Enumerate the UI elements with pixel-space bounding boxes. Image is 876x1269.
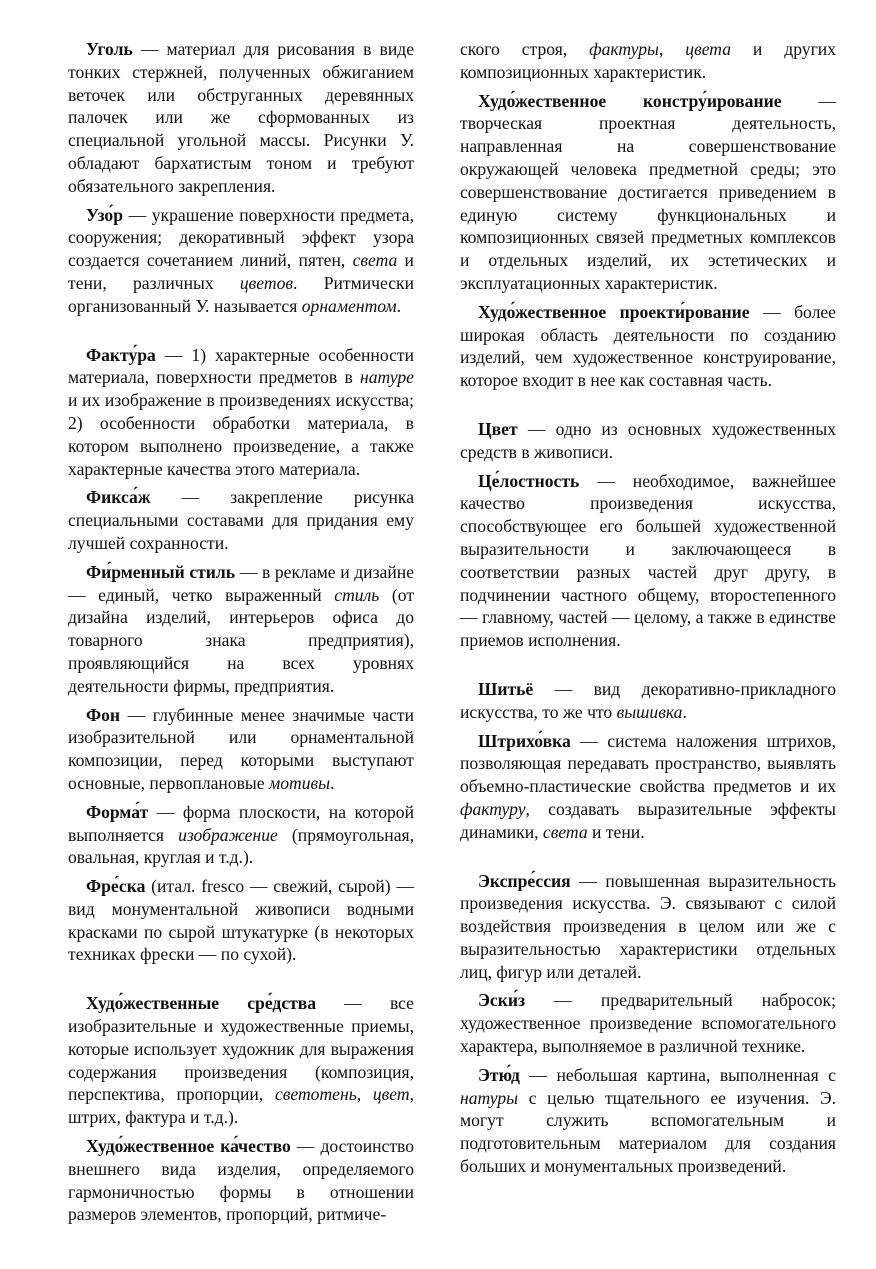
definition-text: — небольшая картина, выполненная с	[519, 1064, 836, 1085]
definition-text: .	[682, 701, 687, 722]
entry-term: Це́лостность	[478, 470, 580, 491]
dictionary-entry	[460, 678, 836, 724]
definition-text: , создавать выразительные эффекты динамики,	[460, 798, 836, 842]
right-column	[460, 38, 836, 1184]
definition-text: — одно из основных художественных средств в живописи.	[460, 418, 836, 462]
dictionary-entry	[460, 870, 836, 984]
definition-text: ,	[658, 39, 686, 59]
definition-text: — творческая проектная деятельность, направленная на совершенствование окружающей человека предметной среды; это совершенствование достигается приведением в единую систему функциональных и композиционных связей предметных комплексов и отдельных изделий, их эстетических и эксплуатационных характеристик.	[460, 90, 836, 293]
definition-text: (прямоугольная, овальная, круглая и т.д.).	[68, 824, 414, 868]
dictionary-entry	[68, 38, 414, 198]
italic-reference: света	[352, 250, 398, 271]
dictionary-entry	[68, 801, 414, 869]
definition-text: и тени, различных	[68, 250, 414, 293]
definition-text: — в рекламе и дизайне — единый, четко выраженный	[68, 561, 415, 605]
entry-term: Эски́з	[478, 990, 526, 1011]
dictionary-entry	[68, 561, 414, 698]
definition-text: — необходимое, важнейшее качество произведения искусства, способствующее его большей художественной выразительности и заключающееся в соответствии разных частей друг другу, в подчинении частного общему, второстепенного — главному, частей — целому, а также в единстве приемов исполнения.	[460, 470, 836, 651]
definition-text: с целью тщательного ее изучения. Э. могут служить вспомогательным и подготовительным материалом для создания больших и монументальных произведений.	[460, 1087, 836, 1177]
italic-reference: орнаментом	[301, 295, 397, 316]
definition-text: — украшение поверхности предмета, сооружения; декоративный эффект узора создается сочетанием линий, пятен,	[68, 204, 414, 271]
dictionary-entry	[68, 875, 414, 966]
entry-term: Экспре́ссия	[478, 870, 571, 891]
definition-text: — форма плоскости, на которой выполняется	[68, 801, 414, 845]
italic-reference: светотень	[274, 1084, 357, 1105]
entry-term: Худо́жественные сре́дства	[86, 993, 317, 1014]
entry-continuation	[460, 38, 836, 84]
definition-text: ского строя,	[460, 39, 590, 59]
italic-reference: света	[542, 821, 588, 842]
entry-term: Факту́ра	[86, 344, 156, 365]
entry-term: Форма́т	[86, 801, 149, 822]
dictionary-entry	[460, 989, 836, 1057]
definition-text: .	[330, 772, 335, 793]
entry-term: Худо́жественное ка́чество	[86, 1136, 291, 1157]
definition-text: — более широкая область деятельности по созданию изделий, чем художественное конструирование, которое входит в нее как составная часть.	[460, 301, 836, 391]
entry-term: Шитьё	[478, 678, 534, 699]
definition-text: и тени.	[587, 821, 645, 842]
definition-text: — система наложения штрихов, позволяющая передавать пространство, выявлять объемно-пластические свойства предметов и их	[460, 730, 836, 797]
definition-text: — повышенная выразительность произведения искусства. Э. связывают с силой воздействия произведения в целом или же с выразительностью характеристики отдельных лиц, фигур или деталей.	[460, 870, 836, 982]
definition-text: — достоинство внешнего вида изделия, определяемого гармоничностью формы в отношении размеров элементов, пропорций, ритмиче-	[68, 1136, 415, 1225]
entry-term: Фи́рменный стиль	[86, 561, 236, 582]
entry-term: Цвет	[478, 418, 518, 439]
italic-reference: натуре	[360, 367, 414, 388]
dictionary-entry	[68, 204, 414, 318]
italic-reference: изображение	[178, 824, 278, 845]
italic-reference: стиль	[334, 584, 380, 605]
dictionary-entry	[460, 418, 836, 464]
definition-text: .	[396, 295, 402, 316]
definition-text: — все изобразительные и художественные приемы, которые использует художник для выражения содержания произведения (композиция, перспектива, пропорции,	[68, 993, 414, 1105]
definition-text: — закрепление рисунка специальными составами для придания ему лучшей сохранности.	[68, 487, 414, 553]
entry-term: Уголь	[86, 39, 133, 59]
italic-reference: цвета	[685, 39, 732, 59]
dictionary-entry	[460, 90, 836, 295]
left-column	[68, 38, 414, 1232]
dictionary-entry	[460, 730, 836, 844]
entry-term: Фикса́ж	[86, 487, 151, 508]
definition-text: (итал. fresco — свежий, сырой) — вид монументальной живописи водными красками по сырой штукатурке (в некоторых техниках фрески — по сухой).	[68, 876, 414, 965]
italic-reference: фактуру	[460, 798, 526, 819]
dictionary-entry	[460, 470, 836, 652]
dictionary-entry	[68, 486, 414, 554]
definition-text: — 1) характерные особенности материала, поверхности предметов в	[68, 344, 414, 388]
italic-reference: мотивы	[268, 772, 331, 793]
definition-text: — предварительный набросок; художественное произведение вспомогательного характера, выполняемое в различной технике.	[460, 990, 836, 1057]
dictionary-entry	[68, 992, 414, 1129]
dictionary-entry	[460, 301, 836, 392]
italic-reference: фактуры	[589, 39, 659, 59]
definition-text: и других композиционных характеристик.	[460, 39, 836, 82]
definition-text: (от дизайна изделий, интерьеров офиса до товарного знака предприятия), проявляющийся на всех уровнях деятельности фирмы, предприятия.	[68, 584, 415, 696]
definition-text: и их изображение в произведениях искусства; 2) особенности обработки материала, в котором выполнено произведение, а также характерные качества этого материала.	[68, 390, 414, 479]
entry-term: Фре́ска	[86, 876, 146, 897]
dictionary-entry	[460, 1064, 836, 1178]
dictionary-entry	[68, 1135, 414, 1226]
dictionary-entry	[68, 344, 414, 481]
italic-reference: цветов	[239, 272, 294, 293]
definition-text: — материал для рисования в виде тонких стержней, полученных обжиганием веточек или обструганных деревянных палочек или же сформованных из специальной угольной массы. Рисунки У. обладают бархатистым тоном и требуют обязательного закрепления.	[68, 39, 414, 196]
entry-term: Худо́жественное констру́ирование	[478, 90, 782, 111]
entry-term: Худо́жественное проекти́рование	[478, 301, 750, 322]
definition-text: , штрих, фактура и т.д.).	[68, 1084, 414, 1128]
definition-text: . Ритмически организованный У. называется	[68, 272, 414, 316]
entry-term: Штрихо́вка	[478, 730, 571, 751]
entry-term: Фон	[86, 704, 121, 725]
italic-reference: натуры	[460, 1087, 519, 1108]
entry-term: Узо́р	[86, 204, 124, 225]
definition-text: ,	[356, 1084, 373, 1105]
definition-text: — глубинные менее значимые части изобразительной или орнаментальной композиции, перед которыми выступают основные, первоплановые	[68, 704, 414, 793]
entry-term: Этю́д	[478, 1064, 520, 1085]
italic-reference: цвет	[372, 1084, 410, 1105]
dictionary-entry	[68, 704, 414, 795]
definition-text: — вид декоративно-прикладного искусства, то же что	[460, 678, 836, 722]
italic-reference: вышивка	[616, 701, 683, 722]
